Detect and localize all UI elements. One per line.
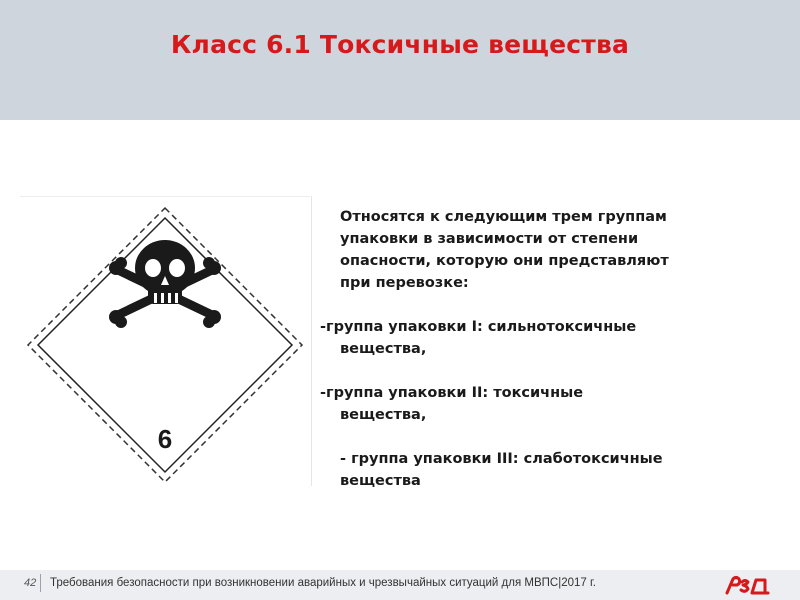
packing-group-2 bbox=[320, 382, 760, 426]
packing-group-line: - группа упаковки III: слаботоксичные bbox=[340, 451, 663, 467]
packing-group-line: вещества, bbox=[340, 407, 427, 423]
hazard-sign-class-6 bbox=[20, 196, 310, 486]
content-text bbox=[320, 206, 760, 514]
footer-separator bbox=[40, 574, 41, 592]
divider-vertical bbox=[311, 196, 312, 486]
hazard-class-number: 6 bbox=[157, 424, 173, 454]
hazard-sign-diamond bbox=[20, 196, 310, 486]
packing-group-line: -группа упаковки II: токсичные bbox=[320, 385, 584, 401]
intro-line: упаковки в зависимости от степени bbox=[340, 231, 639, 247]
intro-line: Относятся к следующим трем группам bbox=[340, 209, 667, 225]
rzd-logo-icon bbox=[724, 574, 770, 596]
packing-group-line: вещества, bbox=[340, 341, 427, 357]
slide-title: Класс 6.1 Токсичные вещества bbox=[170, 30, 630, 59]
intro-line: опасности, которую они представляют bbox=[340, 253, 669, 269]
intro-line: при перевозке: bbox=[340, 275, 469, 291]
packing-group-1 bbox=[320, 316, 760, 360]
page-number: 42 bbox=[24, 577, 37, 589]
footer-bar bbox=[0, 570, 800, 600]
footer-caption: Требования безопасности при возникновении аварийных и чрезвычайных ситуаций для МВПС|2017 г. bbox=[50, 577, 596, 589]
intro-paragraph bbox=[320, 206, 760, 294]
header-band bbox=[0, 0, 800, 120]
packing-group-line: вещества bbox=[340, 473, 421, 489]
packing-group-3 bbox=[320, 448, 760, 492]
packing-group-line: -группа упаковки I: сильнотоксичные bbox=[320, 319, 637, 335]
